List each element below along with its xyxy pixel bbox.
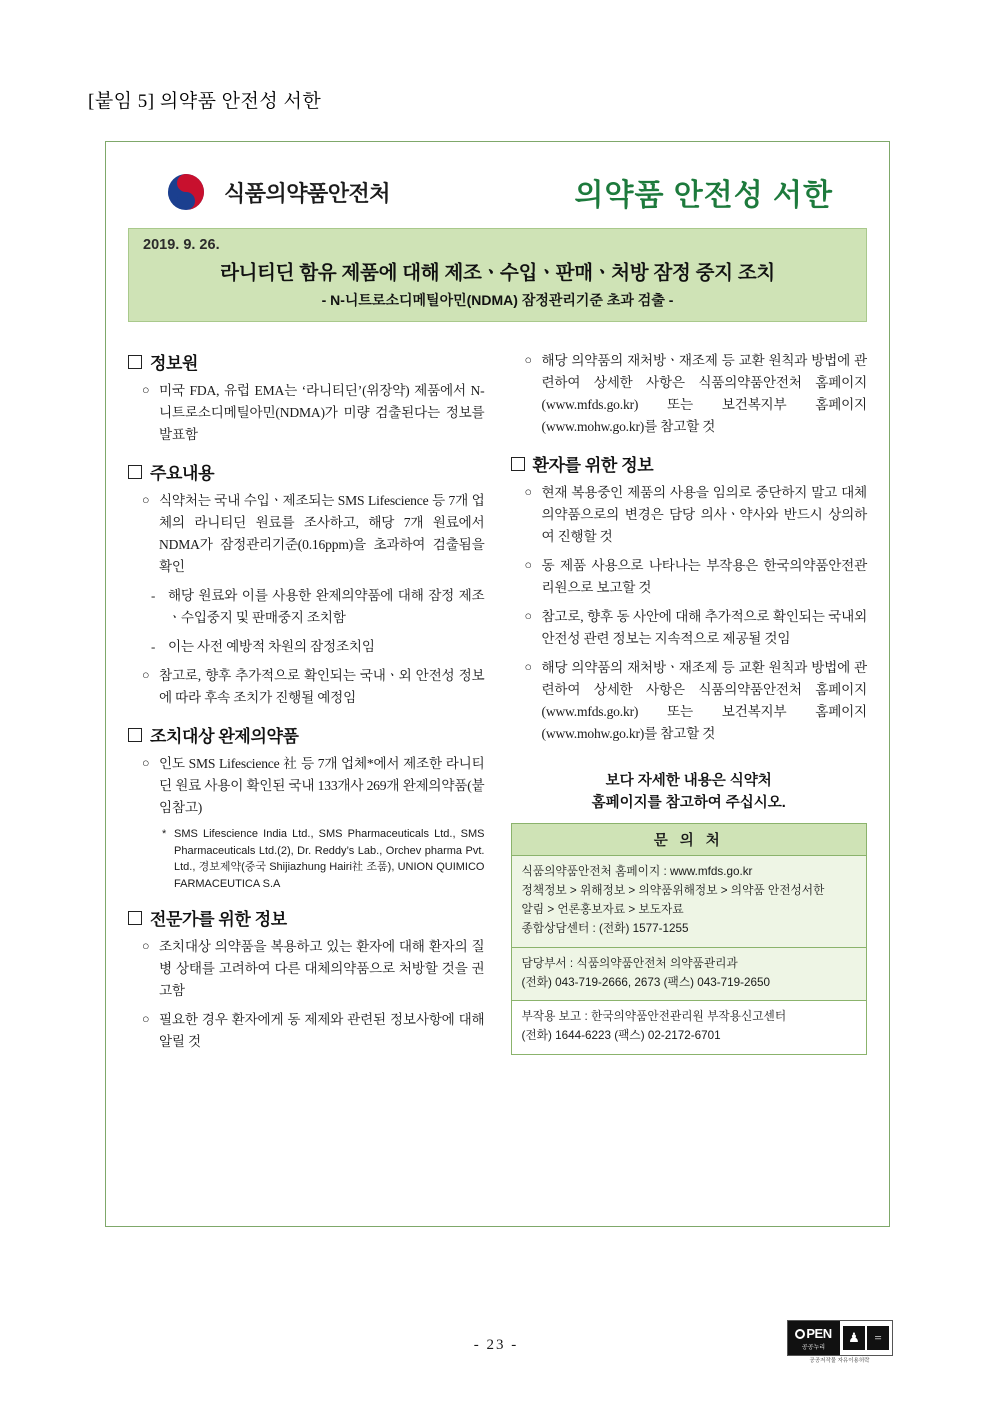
list-marker: - [151, 588, 156, 604]
equal-icon: = [867, 1326, 889, 1350]
section-header-information-source [128, 349, 485, 374]
list-text: 현재 복용중인 제품의 사용을 임의로 중단하지 말고 대체의약품으로의 변경은 담당 의사ㆍ약사와 반드시 상의하여 진행할 것 [541, 485, 867, 545]
section-title: 전문가를 위한 정보 [150, 910, 287, 930]
contact-line: 담당부서 : 식품의약품안전처 의약품관리과 [521, 956, 738, 970]
list-item [525, 482, 868, 548]
contact-line: (전화) 043-719-2666, 2673 (팩스) 043-719-2650 [521, 975, 771, 989]
section-title: 주요내용 [150, 464, 215, 484]
list-text: 이는 사전 예방적 차원의 잠정조치임 [168, 639, 375, 655]
letter-header [128, 160, 867, 220]
section-header-for-patients [511, 451, 868, 476]
list-marker: ○ [524, 660, 532, 675]
list-text: 인도 SMS Lifescience 社 등 7개 업체*에서 제조한 라니티딘 원료 사용이 확인된 국내 133개사 269개 완제의약품(붙임참고) [159, 756, 485, 816]
letter-title: 의약품 안전성 서한 [574, 179, 833, 212]
list-text: 필요한 경우 환자에게 동 제제와 관련된 정보사항에 대해 알릴 것 [159, 1012, 485, 1050]
contact-line: 알림 > 언론홍보자료 > 보도자료 [521, 902, 684, 916]
footnote-text: SMS Lifescience India Ltd., SMS Pharmaceuticals Ltd., SMS Pharmaceuticals Ltd.(2), Dr. Reddy’s Lab., Orchev pharma Pvt. Ltd., 경보제약(중국 Shijiazhung Hairi社 조품), UNION QUIMICO FARMACEUTICA S.A [174, 828, 485, 890]
list-marker: ○ [142, 1012, 150, 1027]
section-header-affected-products [128, 722, 485, 747]
section-items-affected-products [128, 753, 485, 819]
checkbox-icon [128, 911, 142, 925]
list-text: 식약처는 국내 수입ㆍ제조되는 SMS Lifescience 등 7개 업체의 라니티딘 원료를 조사하고, 해당 7개 원료에서 NDMA가 잠정관리기준(0.16ppm)을 초과하여 검출됨을 확인 [159, 493, 485, 575]
banner-headline: 라니티딘 함유 제품에 대해 제조ㆍ수입ㆍ판매ㆍ처방 잠정 중지 조치 [220, 262, 775, 284]
open-badge-sub: 공공누리 [801, 1345, 826, 1351]
list-item [142, 1009, 485, 1053]
mfds-logo-icon [160, 172, 212, 212]
section-items-for-professionals [128, 936, 485, 1053]
list-item [525, 657, 868, 745]
left-column [128, 336, 485, 1060]
open-badge-right [840, 1321, 892, 1355]
banner [128, 228, 867, 322]
open-circle-icon [795, 1329, 805, 1339]
brand [160, 172, 390, 212]
list-item [142, 490, 485, 578]
contact-lead-line2: 홈페이지를 참고하여 주십시오. [591, 794, 786, 811]
checkbox-icon [128, 728, 142, 742]
list-item [142, 753, 485, 819]
safety-letter-box [105, 141, 890, 1227]
contact-line: 식품의약품안전처 홈페이지 : www.mfds.go.kr [521, 864, 753, 878]
footnote [164, 826, 485, 892]
list-marker: ○ [142, 668, 150, 683]
list-text: 조치대상 의약품을 복용하고 있는 환자에 대해 환자의 질병 상태를 고려하여 다른 대체의약품으로 처방할 것을 권고함 [159, 939, 485, 999]
contact-block-department [512, 948, 867, 1002]
checkbox-icon [128, 465, 142, 479]
list-marker: ○ [524, 558, 532, 573]
right-column [511, 336, 868, 1060]
list-item [142, 665, 485, 709]
list-marker: ○ [524, 353, 532, 367]
list-item [525, 350, 868, 438]
section-title: 조치대상 완제의약품 [150, 727, 299, 747]
list-marker: ○ [142, 756, 150, 771]
page-number: - 23 - [473, 1337, 519, 1353]
contact-lead-line1: 보다 자세한 내용은 식약처 [605, 773, 772, 790]
list-text: 미국 FDA, 유럽 EMA는 ‘라니티딘’(위장약) 제품에서 N-니트로소디메틸아민(NDMA)가 미량 검출된다는 정보를 발표함 [159, 383, 485, 443]
contact-block-adverse-report [512, 1001, 867, 1054]
list-marker: ○ [524, 485, 532, 500]
contact-line: 종합상담센터 : (전화) 1577-1255 [521, 921, 689, 935]
list-text: 해당 원료와 이를 사용한 완제의약품에 대해 잠정 제조ㆍ수입중지 및 판매중지 조치함 [168, 588, 485, 626]
list-marker: ○ [142, 939, 150, 954]
contact-box [511, 823, 868, 1056]
contact-line: 정책정보 > 위해정보 > 의약품위해정보 > 의약품 안전성서한 [521, 883, 825, 897]
contact-lead [511, 771, 868, 815]
open-badge-left [788, 1321, 840, 1355]
attachment-heading: [붙임 5] 의약품 안전성 서한 [88, 91, 322, 112]
section-title: 정보원 [150, 354, 199, 373]
list-text: 해당 의약품의 재처방ㆍ재조제 등 교환 원칙과 방법에 관련하여 상세한 사항은 식품의약품안전처 홈페이지(www.mfds.go.kr) 또는 보건복지부 홈페이지(www.mohw.go.kr)를 참고할 것 [541, 660, 867, 742]
banner-subline: - N-니트로소디메틸아민(NDMA) 잠정관리기준 초과 검출 - [321, 292, 674, 308]
contact-box-title: 문 의 처 [512, 824, 867, 856]
contact-line: (전화) 1644-6223 (팩스) 02-2172-6701 [521, 1029, 721, 1043]
section-title: 환자를 위한 정보 [532, 456, 654, 476]
section-items-main-content [128, 490, 485, 709]
list-text: 동 제품 사용으로 나타나는 부작용은 한국의약품안전관리원으로 보고할 것 [541, 558, 867, 596]
checkbox-icon [128, 355, 142, 369]
list-marker: ○ [142, 383, 150, 397]
asterisk-icon: * [162, 828, 167, 841]
list-item [142, 380, 485, 446]
list-marker: - [151, 639, 156, 655]
right-top-items [511, 350, 868, 438]
contact-block-homepage [512, 856, 867, 948]
letter-body [128, 336, 867, 1060]
section-items-information-source [128, 380, 485, 446]
list-item [151, 585, 485, 629]
open-badge-caption: 공공저작물 자유이용허락 [809, 1358, 870, 1364]
list-marker: ○ [142, 493, 150, 508]
section-header-for-professionals [128, 905, 485, 930]
brand-name: 식품의약품안전처 [224, 180, 391, 206]
list-text: 참고로, 향후 추가적으로 확인되는 국내ㆍ외 안전성 정보에 따라 후속 조치가 진행될 예정임 [159, 668, 485, 706]
list-item [525, 606, 868, 650]
section-items-for-patients [511, 482, 868, 745]
contact-line: 부작용 보고 : 한국의약품안전관리원 부작용신고센터 [521, 1010, 787, 1024]
open-license-badge [787, 1320, 893, 1356]
person-icon: ♟ [843, 1326, 865, 1350]
section-header-main-content [128, 459, 485, 484]
list-item [525, 555, 868, 599]
list-text: 해당 의약품의 재처방ㆍ재조제 등 교환 원칙과 방법에 관련하여 상세한 사항은 식품의약품안전처 홈페이지(www.mfds.go.kr) 또는 보건복지부 홈페이지(www.mohw.go.kr)를 참고할 것 [541, 353, 867, 435]
checkbox-icon [511, 457, 525, 471]
list-text: 참고로, 향후 동 사안에 대해 추가적으로 확인되는 국내외 안전성 관련 정보는 지속적으로 제공될 것임 [541, 609, 867, 647]
list-marker: ○ [524, 609, 532, 624]
banner-date: 2019. 9. 26. [143, 237, 220, 253]
open-badge-word: PEN [795, 1326, 831, 1341]
list-item [142, 936, 485, 1002]
list-item [151, 636, 485, 658]
